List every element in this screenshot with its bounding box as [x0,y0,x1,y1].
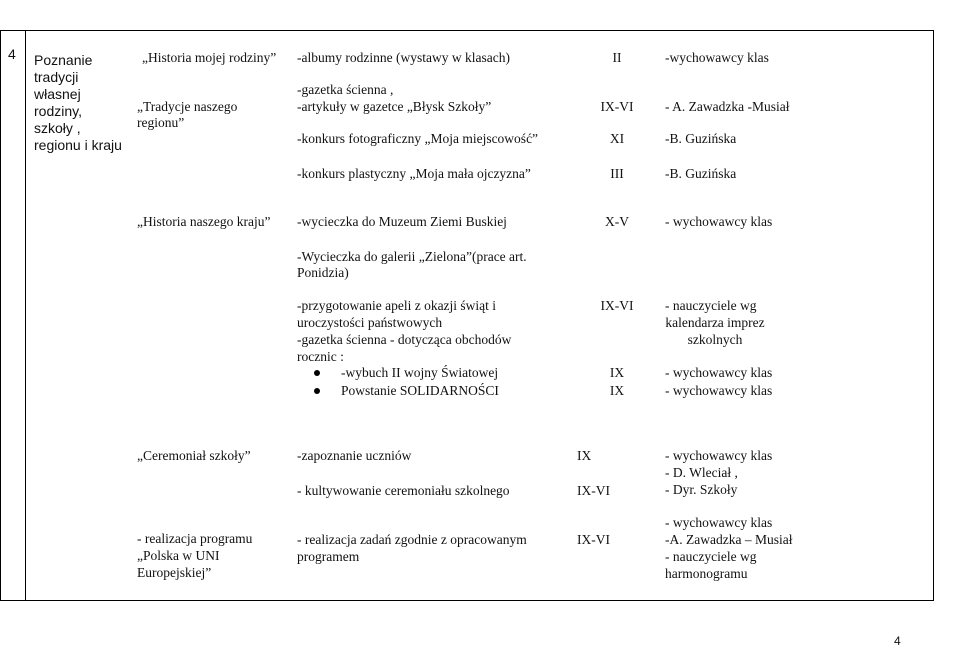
area-line: regionu i kraju [34,137,122,153]
topic-region-traditions-line2: regionu” [137,115,185,130]
responsible-value: - wychowawcy klas [665,214,773,229]
responsible-value: - wychowawcy klas [665,448,773,463]
topic-region-traditions-line1: „Tradycje naszego [137,99,238,114]
area-line: szkoły , [34,120,81,136]
activity-gallery-trip-line1: -Wycieczka do galerii „Zielona”(prace art. [297,249,527,264]
activity-art-contest: -konkurs plastyczny „Moja mała ojczyzna” [297,166,531,181]
class-value: X-V [605,214,629,229]
class-value: IX [609,365,625,380]
topic-country-history: „Historia naszego kraju” [137,214,271,229]
activity-albums: -albumy rodzinne (wystawy w klasach) [297,50,510,65]
row-number: 4 [8,46,16,62]
topic-eu-program-line1: - realizacja programu [137,531,253,546]
table-border-right [933,30,934,601]
activity-program-tasks-line1: - realizacja zadań zgodnie z opracowanym [297,532,527,547]
class-value: II [612,50,622,65]
activity-photo-contest: -konkurs fotograficzny „Moja miejscowość” [297,131,539,146]
area-line: rodziny, [34,103,82,119]
topic-school-ceremonial: „Ceremoniał szkoły” [137,448,251,463]
activity-cultivate-ceremonial: - kultywowanie ceremoniału szkolnego [297,483,510,498]
table-border-bottom [0,600,934,601]
bullet-item: Powstanie SOLIDARNOŚCI [341,383,499,398]
activity-assemblies-line2: uroczystości państwowych [297,315,443,330]
activity-articles: -artykuły w gazetce „Błysk Szkoły” [297,99,492,114]
topic-eu-program-line2: „Polska w UNI [137,548,220,563]
responsible-value: -A. Zawadzka – Musiał [665,532,793,547]
responsible-teachers-line3: szkolnych [687,332,743,347]
table-border-top [0,30,934,31]
responsible-value: - wychowawcy klas [665,365,773,380]
responsible-teachers-line1: - nauczyciele wg [665,298,757,313]
activity-gallery-trip-line2: Ponidzia) [297,265,349,280]
topic-family-history: „Historia mojej rodziny” [142,50,277,65]
responsible-value: - A. Zawadzka -Musiał [665,99,790,114]
class-value: IX-VI [577,532,610,547]
bullet-icon [314,370,320,376]
class-value: XI [609,131,625,146]
activity-museum-trip: -wycieczka do Muzeum Ziemi Buskiej [297,214,507,229]
area-line: tradycji [34,69,79,85]
class-value: IX [577,448,592,463]
class-value: III [610,166,624,181]
responsible-value: -B. Guzińska [665,131,737,146]
class-value: IX-VI [600,99,634,114]
class-value: IX [609,383,625,398]
responsible-teachers-line2: kalendarza imprez [665,315,765,330]
column-divider-number [25,30,26,601]
bullet-item: -wybuch II wojny Światowej [341,365,499,380]
table-border-left [0,30,1,601]
responsible-value: harmonogramu [665,566,748,581]
responsible-value: - D. Wleciał , [665,465,738,480]
class-value: IX-VI [600,298,634,313]
page-number: 4 [894,634,901,648]
activity-wall-newspaper: -gazetka ścienna , [297,82,394,97]
activity-introduce-students: -zapoznanie uczniów [297,448,412,463]
responsible-value: -wychowawcy klas [665,50,769,65]
responsible-value: - wychowawcy klas [665,515,773,530]
activity-assemblies-line4: rocznic : [297,349,344,364]
area-line: Poznanie [34,52,93,68]
topic-eu-program-line3: Europejskiej” [137,565,212,580]
responsible-value: - Dyr. Szkoły [665,482,738,497]
bullet-icon [314,388,320,394]
responsible-value: -B. Guzińska [665,166,737,181]
responsible-value: - wychowawcy klas [665,383,773,398]
activity-assemblies-line1: -przygotowanie apeli z okazji świąt i [297,298,497,313]
responsible-value: - nauczyciele wg [665,549,757,564]
activity-program-tasks-line2: programem [297,549,360,564]
activity-assemblies-line3: -gazetka ścienna - dotycząca obchodów [297,332,512,347]
class-value: IX-VI [577,483,610,498]
area-line: własnej [34,86,81,102]
